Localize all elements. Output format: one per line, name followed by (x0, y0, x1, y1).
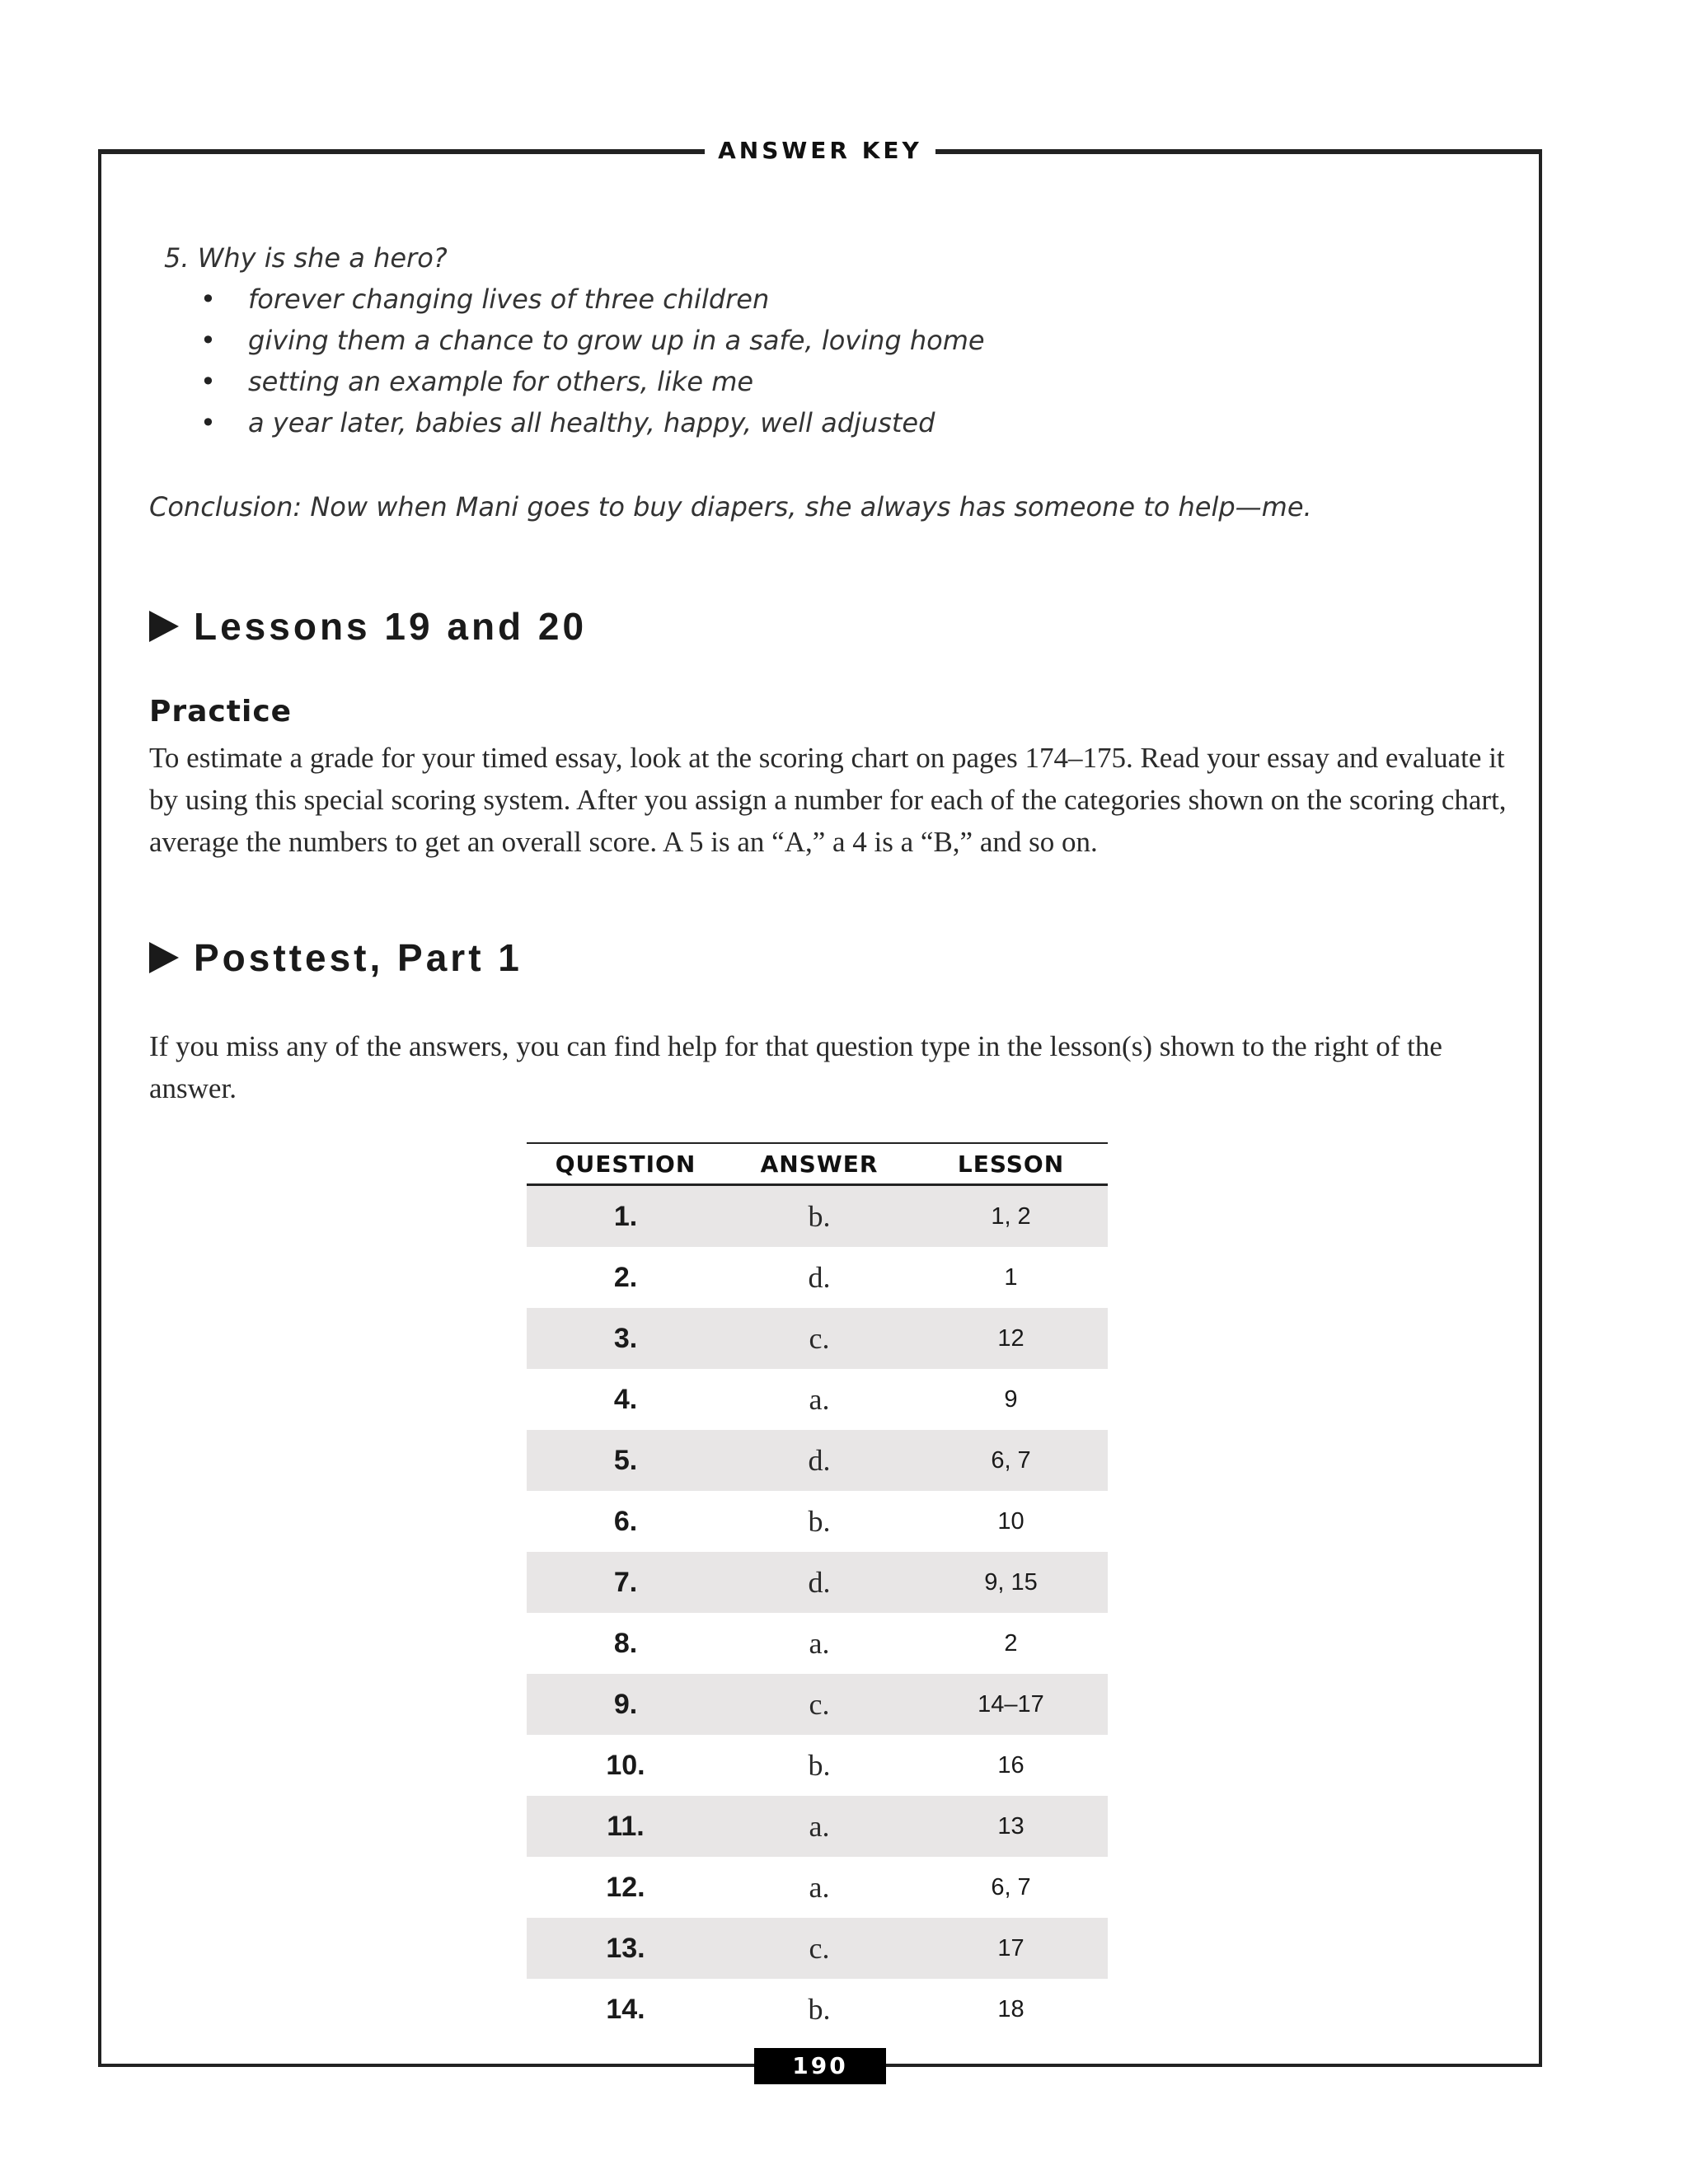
question-number: 6. (613, 1505, 638, 1537)
answer-letter: a. (809, 1871, 830, 1904)
question-number: 14. (606, 1993, 645, 2025)
header-label-wrap (0, 137, 1640, 164)
question-number: 12. (606, 1871, 645, 1903)
question-number: 1. (527, 1185, 724, 1248)
question-number: 9. (527, 1674, 724, 1735)
practice-subheading: Practice (149, 695, 293, 729)
page-number: 190 (754, 2048, 886, 2084)
answer-letter: c. (724, 1674, 914, 1735)
table-row (527, 1552, 1108, 1613)
table-row (527, 1369, 1108, 1430)
answer-table (527, 1142, 1108, 2040)
bullet-text: setting an example for others, like me (248, 366, 754, 397)
lesson-ref: 6, 7 (991, 1873, 1031, 1900)
lesson-ref: 6, 7 (914, 1430, 1108, 1491)
answer-letter: b. (808, 1749, 831, 1782)
question-5-block (164, 237, 1400, 443)
practice-paragraph: To estimate a grade for your timed essay, look at the scoring chart on pages 174–175. Read your essay and evaluate it by using this special scoring system. After you assign a number for each of the categories shown on the scoring chart, average the numbers to get an overall score. A 5 is an “A,” a 4 is a “B,” and so on. (149, 742, 1507, 858)
question-number: 10. (606, 1749, 645, 1781)
lesson-ref: 2 (1004, 1629, 1018, 1657)
lesson-ref: 18 (997, 1995, 1025, 2022)
lesson-ref: 14–17 (914, 1674, 1108, 1735)
section-heading-text: Lessons 19 and 20 (194, 605, 588, 648)
table-row (527, 1247, 1108, 1308)
answer-key-header: ANSWER KEY (705, 137, 935, 164)
question-5-bullets (164, 279, 1400, 443)
answer-letter: d. (808, 1261, 831, 1294)
answer-letter: a. (809, 1627, 830, 1660)
answer-letter: d. (724, 1552, 914, 1613)
lesson-ref: 1, 2 (914, 1185, 1108, 1248)
conclusion-text: Conclusion: Now when Mani goes to buy diapers, she always has someone to help—me. (149, 491, 1312, 523)
lesson-ref: 10 (997, 1507, 1025, 1535)
lesson-ref: 12 (914, 1308, 1108, 1369)
section-heading-posttest (149, 935, 523, 980)
bullet-text: forever changing lives of three children (248, 284, 770, 315)
question-number: 13. (527, 1918, 724, 1979)
lesson-ref: 1 (1004, 1263, 1018, 1291)
table-row (527, 1430, 1108, 1491)
column-header-lesson: LESSON (914, 1143, 1108, 1185)
question-number: 2. (613, 1261, 638, 1293)
posttest-intro-paragraph: If you miss any of the answers, you can find help for that question type in the lesson(s) shown to the right of the answer. (149, 1030, 1442, 1104)
question-number: 7. (527, 1552, 724, 1613)
list-item (164, 279, 1400, 320)
question-number: 3. (527, 1308, 724, 1369)
bullet-icon: • (200, 284, 216, 315)
answer-letter: b. (808, 1505, 831, 1538)
list-item (164, 402, 1400, 443)
table-row (527, 1613, 1108, 1674)
triangle-bullet-icon (149, 942, 179, 973)
answer-letter: c. (724, 1918, 914, 1979)
column-header-question: QUESTION (527, 1143, 724, 1185)
question-5-text: 5. Why is she a hero? (164, 242, 448, 274)
lesson-ref: 9 (1004, 1385, 1018, 1413)
table-row (527, 1857, 1108, 1918)
answer-letter: a. (724, 1796, 914, 1857)
table-row (527, 1979, 1108, 2040)
answer-letter: b. (808, 1993, 831, 2026)
table-row (527, 1796, 1108, 1857)
table-header-row (527, 1143, 1108, 1185)
lesson-ref: 9, 15 (914, 1552, 1108, 1613)
bullet-icon: • (200, 407, 216, 438)
bullet-icon: • (200, 325, 216, 356)
answer-letter: a. (809, 1383, 830, 1416)
bullet-text: giving them a chance to grow up in a safe, loving home (248, 325, 985, 356)
section-heading-text: Posttest, Part 1 (194, 936, 523, 979)
table-row (527, 1674, 1108, 1735)
table-row (527, 1185, 1108, 1248)
question-number: 4. (613, 1383, 638, 1415)
list-item (164, 320, 1400, 361)
bullet-text: a year later, babies all healthy, happy, well adjusted (248, 407, 935, 438)
table-row (527, 1308, 1108, 1369)
table-row (527, 1735, 1108, 1796)
section-heading-lessons (149, 604, 587, 649)
lesson-ref: 16 (997, 1751, 1025, 1779)
triangle-bullet-icon (149, 611, 179, 642)
question-number: 8. (613, 1627, 638, 1659)
column-header-answer: ANSWER (724, 1143, 914, 1185)
question-number: 5. (527, 1430, 724, 1491)
table-row (527, 1491, 1108, 1552)
answer-letter: d. (724, 1430, 914, 1491)
question-number: 11. (527, 1796, 724, 1857)
table-row (527, 1918, 1108, 1979)
answer-letter: c. (724, 1308, 914, 1369)
list-item (164, 361, 1400, 402)
lesson-ref: 17 (914, 1918, 1108, 1979)
lesson-ref: 13 (914, 1796, 1108, 1857)
bullet-icon: • (200, 366, 216, 397)
answer-letter: b. (724, 1185, 914, 1248)
